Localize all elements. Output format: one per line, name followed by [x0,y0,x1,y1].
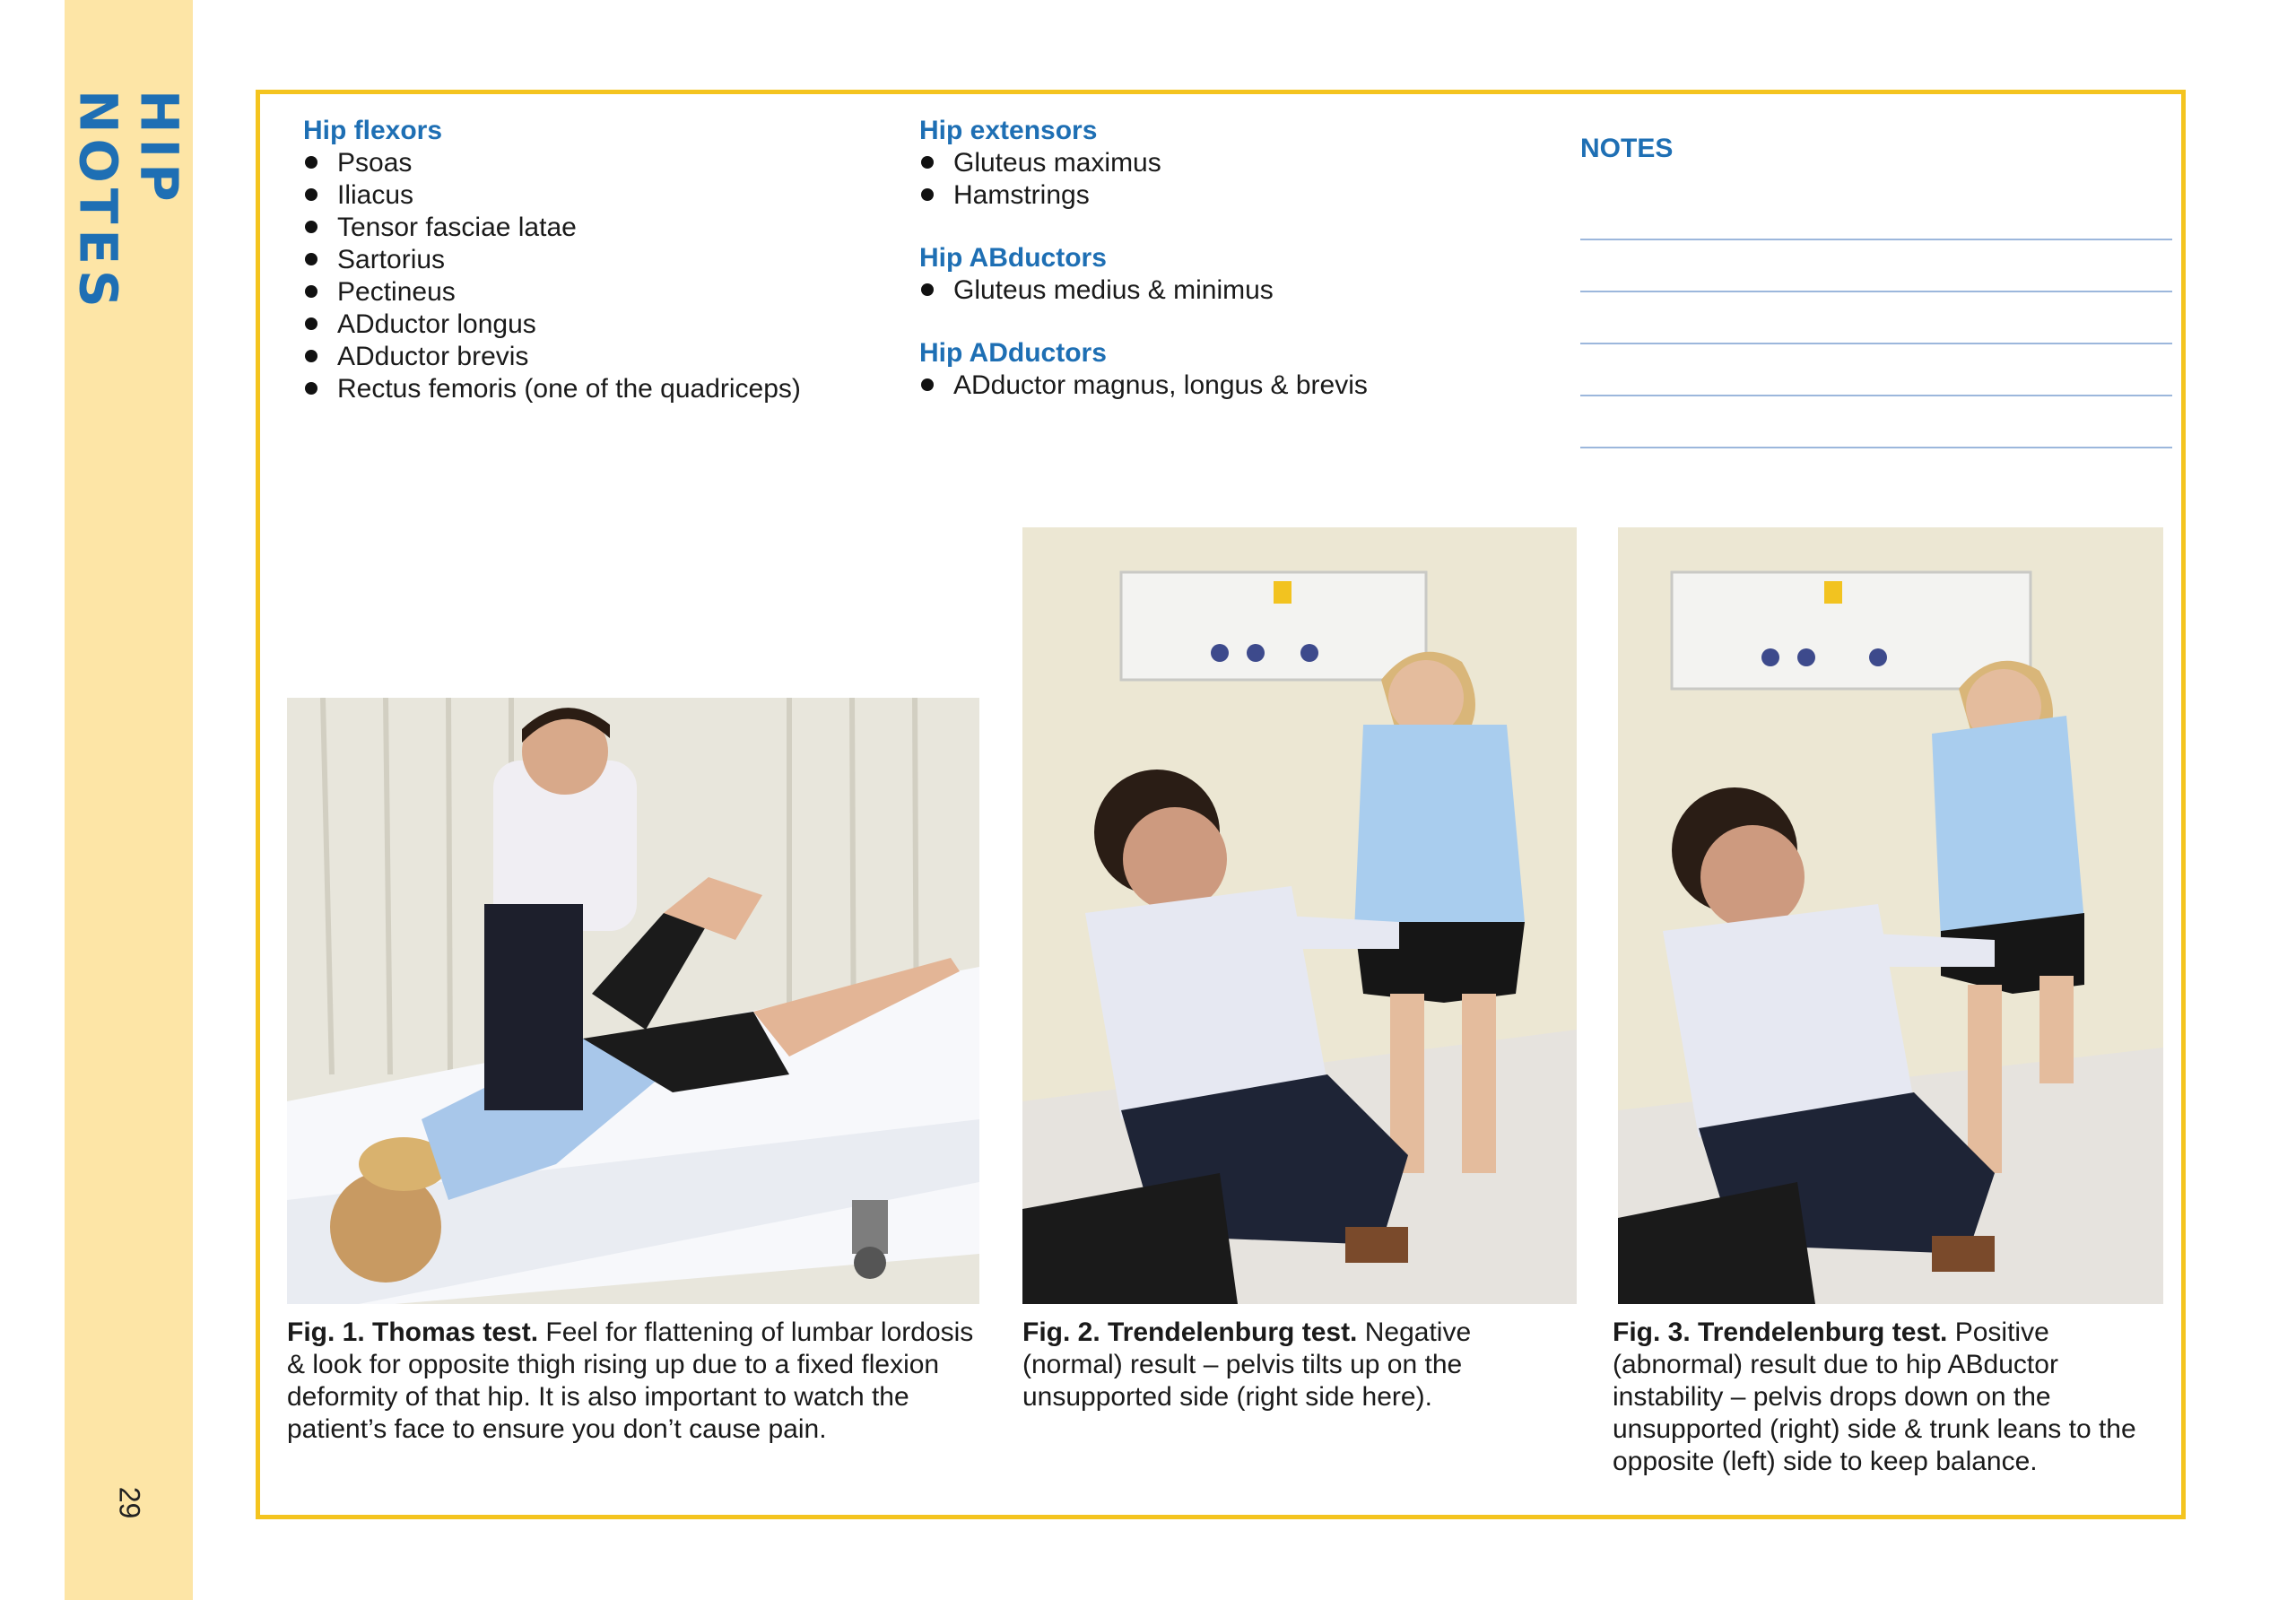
list-item-text: Pectineus [337,277,456,307]
figure-3-label: Fig. 3. Trendelenburg test. [1613,1317,1948,1347]
bullet-icon [305,350,317,362]
muscle-groups-column [919,115,1493,432]
trendelenburg-positive-illustration [1618,527,2163,1304]
figure-2-label: Fig. 2. Trendelenburg test. [1022,1317,1358,1347]
bullet-icon [305,382,317,395]
adductors-list [919,370,1493,402]
list-item [919,370,1493,402]
list-item [303,244,877,276]
list-item-text: Sartorius [337,245,446,274]
trendelenburg-negative-illustration [1022,527,1577,1304]
list-item [303,309,877,341]
figure-1-text: Feel for flattening of lumbar lordosis & look for opposite thigh rising up due to a fixed flexion deformity of that hip. It is also important to watch the patient’s face to ensure you don’t cause pain. [287,1317,974,1444]
bullet-icon [921,156,934,169]
figure-1-caption [287,1317,987,1446]
figure-2-caption [1022,1317,1578,1413]
bullet-icon [305,253,317,265]
bullet-icon [305,221,317,233]
list-item [919,274,1493,307]
trendelenburg-positive-photo [1618,527,2163,1304]
list-item-text: Iliacus [337,180,414,210]
bullet-icon [305,156,317,169]
extensors-list [919,147,1493,212]
list-item-text: Hamstrings [953,180,1090,210]
figure-2-text: Negative (normal) result – pelvis tilts up on the unsupported side (right side here). [1022,1317,1472,1412]
page-number [65,1475,193,1529]
bullet-icon [921,188,934,201]
bullet-icon [305,317,317,330]
figure-3-text: Positive (abnormal) result due to hip ABductor instability – pelvis drops down on the unsupported (right) side & trunk leans to the opposite (left) side to keep balance. [1613,1317,2136,1476]
trendelenburg-negative-photo [1022,527,1577,1304]
note-line[interactable] [1580,188,2172,240]
bullet-icon [921,378,934,391]
chapter-title-text: HIP NOTES [67,90,190,313]
abductors-list [919,274,1493,307]
list-item-text: ADductor brevis [337,342,529,371]
bullet-icon [305,188,317,201]
chapter-title [65,90,193,395]
list-item [919,147,1493,179]
figure-3-caption [1613,1317,2169,1478]
list-item-text: Gluteus maximus [953,148,1161,178]
flexors-heading: Hip flexors [303,116,443,145]
list-item [303,276,877,309]
list-item [303,212,877,244]
list-item [303,147,877,179]
list-item-text: Gluteus medius & minimus [953,275,1274,305]
notes-panel [1580,133,2172,448]
list-item-text: ADductor longus [337,309,536,339]
notes-title: NOTES [1580,134,1674,163]
thomas-test-illustration [287,698,979,1304]
thomas-test-photo [287,698,979,1304]
note-line[interactable] [1580,292,2172,344]
list-item-text: Tensor fasciae latae [337,213,577,242]
list-item-text: ADductor magnus, longus & brevis [953,370,1368,400]
note-line[interactable] [1580,240,2172,292]
bullet-icon [921,283,934,296]
list-item-text: Psoas [337,148,413,178]
abductors-heading: Hip ABductors [919,243,1107,273]
page-number-text: 29 [113,1486,145,1518]
note-line[interactable] [1580,396,2172,448]
list-item [303,179,877,212]
flexors-list [303,147,877,405]
list-item [919,179,1493,212]
list-item-text: Rectus femoris (one of the quadriceps) [337,374,801,404]
bullet-icon [305,285,317,298]
flexors-column [303,115,877,436]
extensors-heading: Hip extensors [919,116,1098,145]
figure-1-label: Fig. 1. Thomas test. [287,1317,539,1347]
list-item [303,373,877,405]
list-item [303,341,877,373]
adductors-heading: Hip ADductors [919,338,1107,368]
note-line[interactable] [1580,344,2172,396]
